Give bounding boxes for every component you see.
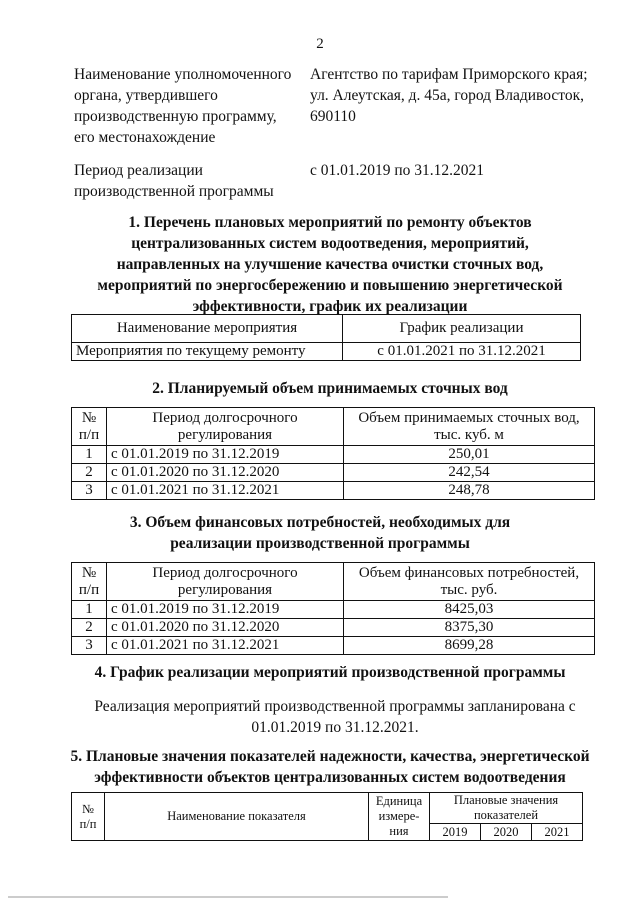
table-cell: 242,54 [344, 464, 595, 482]
table-cell: с 01.01.2020 по 31.12.2020 [107, 619, 344, 637]
table-cell: Мероприятия по текущему ремонту [72, 343, 343, 361]
authority-value: Агентство по тарифам Приморского края; ул. Алеутская, д. 45а, город Владивосток, 690110 [310, 66, 588, 125]
col-header: 2020 [481, 824, 532, 841]
col-header: Объем финансовых потребностей, тыс. руб. [344, 563, 595, 601]
table-header-row [72, 315, 581, 343]
table-cell: 3 [72, 482, 107, 500]
col-header: 2019 [430, 824, 481, 841]
col-header: Период долгосрочного регулирования [107, 563, 344, 601]
table-cell: 3 [72, 637, 107, 655]
section4-title: 4. График реализации мероприятий производственной программы [94, 664, 566, 681]
col-header: Объем принимаемых сточных вод, тыс. куб. м [344, 408, 595, 446]
table-cell: 250,01 [344, 446, 595, 464]
table-cell: с 01.01.2021 по 31.12.2021 [343, 343, 581, 361]
col-header: Наименование мероприятия [72, 315, 343, 343]
col-header: Период долгосрочного регулирования [107, 408, 344, 446]
col-header: 2021 [532, 824, 583, 841]
section2-title: 2. Планируемый объем принимаемых сточных вод [152, 380, 508, 397]
table-cell: с 01.01.2021 по 31.12.2021 [107, 482, 344, 500]
table-row [72, 464, 595, 482]
table-cell: 8699,28 [344, 637, 595, 655]
col-header: Плановые значения показателей [430, 793, 583, 824]
table-cell: с 01.01.2019 по 31.12.2019 [107, 601, 344, 619]
table-cell: 8375,30 [344, 619, 595, 637]
section2-table [71, 407, 595, 500]
section5-table [71, 792, 583, 841]
table-cell: с 01.01.2021 по 31.12.2021 [107, 637, 344, 655]
table-row [72, 601, 595, 619]
col-header: № п/п [72, 793, 105, 841]
section4-text: Реализация мероприятий производственной программы запланирована с 01.01.2019 по 31.12.2021. [94, 698, 576, 736]
col-header: Наименование показателя [105, 793, 369, 841]
table-cell: 1 [72, 446, 107, 464]
table-header-row [72, 793, 583, 824]
table-cell: 2 [72, 619, 107, 637]
section1-title: 1. Перечень плановых мероприятий по ремонту объектов централизованных систем водоотведения, мероприятий, направленных на улучшение качества очистки сточных вод, мероприятий по энергосбережению и повышению энергетической эффективности, график их реализации [97, 214, 563, 315]
col-header: № п/п [72, 408, 107, 446]
table-header-row [72, 563, 595, 601]
col-header: № п/п [72, 563, 107, 601]
table-cell: 8425,03 [344, 601, 595, 619]
section3-title: 3. Объем финансовых потребностей, необходимых для реализации производственной программы [129, 514, 511, 552]
period-label: Период реализации производственной программы [74, 162, 274, 200]
col-header: График реализации [343, 315, 581, 343]
table-cell: с 01.01.2019 по 31.12.2019 [107, 446, 344, 464]
table-row [72, 637, 595, 655]
section1-table [71, 314, 581, 361]
authority-label: Наименование уполномоченного органа, утвердившего производственную программу, его местонахождение [74, 66, 292, 146]
table-row [72, 446, 595, 464]
table-row [72, 619, 595, 637]
table-row [72, 482, 595, 500]
scan-edge [8, 896, 448, 898]
table-cell: 1 [72, 601, 107, 619]
table-cell: с 01.01.2020 по 31.12.2020 [107, 464, 344, 482]
table-cell: 248,78 [344, 482, 595, 500]
table-row [72, 343, 581, 361]
col-header: Единица измере-ния [369, 793, 430, 841]
section5-title: 5. Плановые значения показателей надежности, качества, энергетической эффективности объектов централизованных систем водоотведения [70, 748, 590, 786]
page-number: 2 [316, 36, 324, 52]
table-header-row [72, 408, 595, 446]
table-cell: 2 [72, 464, 107, 482]
period-value: с 01.01.2019 по 31.12.2021 [310, 162, 485, 179]
section3-table [71, 562, 595, 655]
